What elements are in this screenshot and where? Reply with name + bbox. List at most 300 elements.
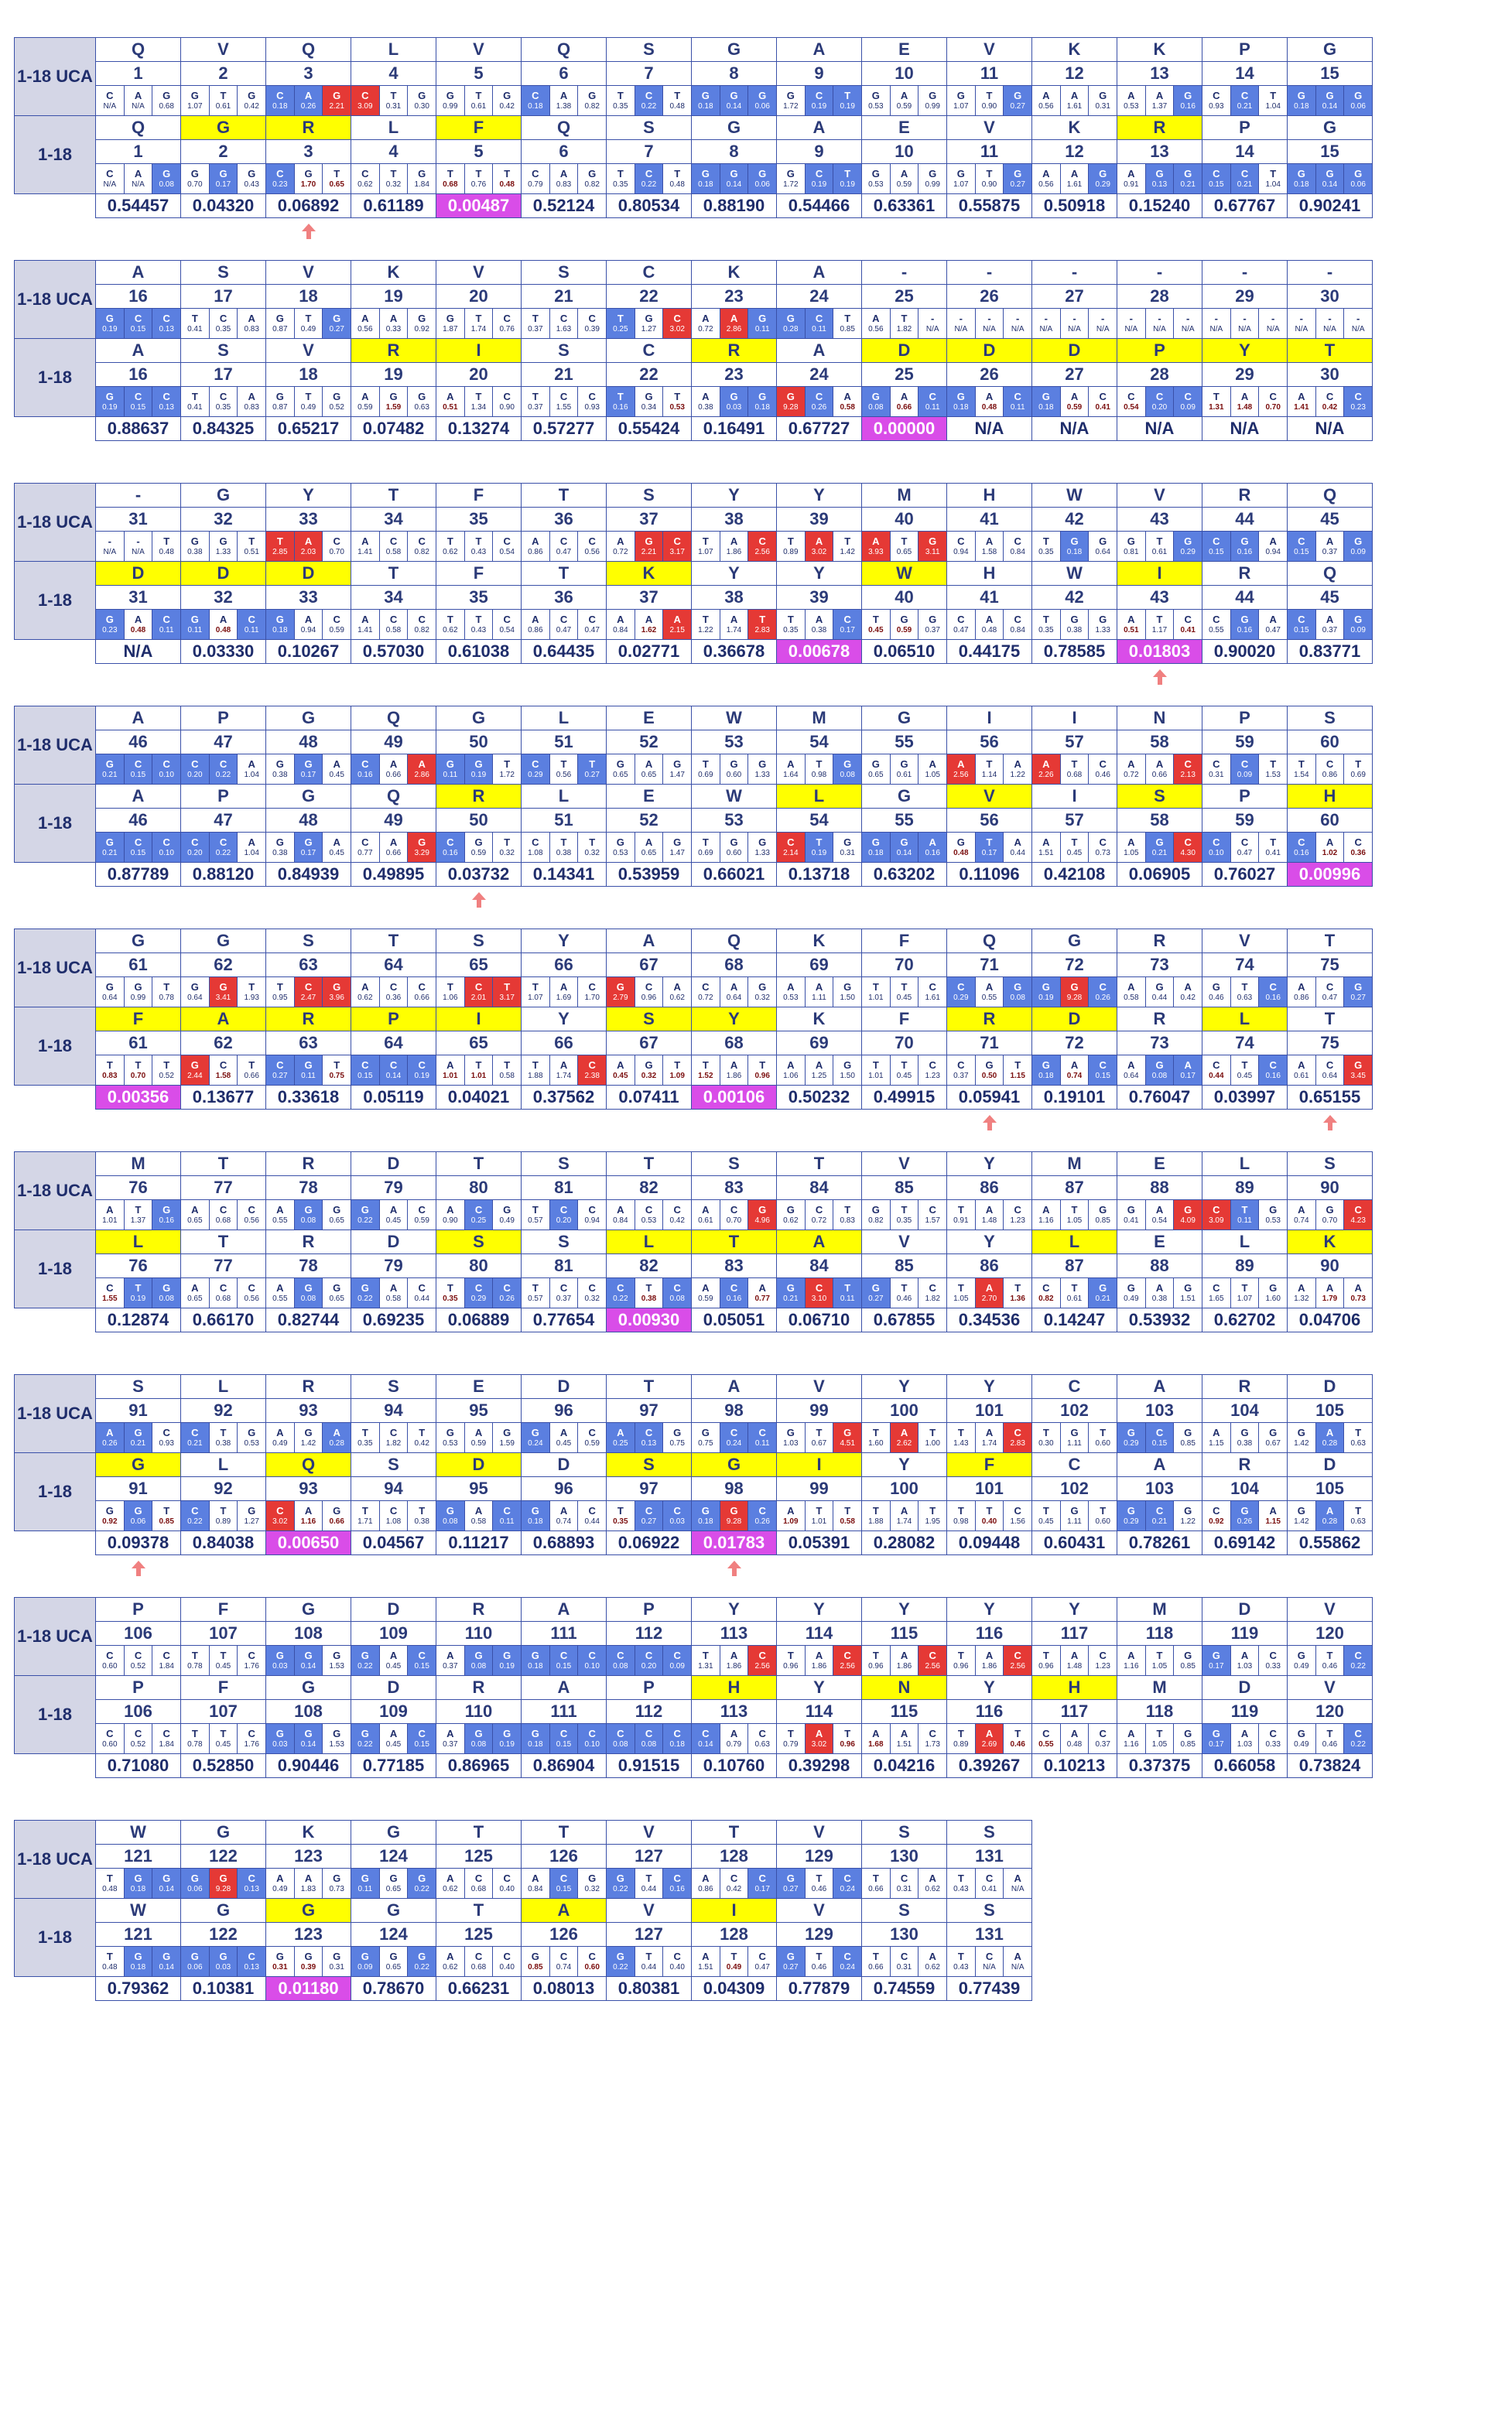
nucleotide-cell — [747, 1278, 776, 1308]
p-value: 0.08013 — [522, 1977, 607, 2001]
nucleotide-base: G — [304, 1650, 313, 1661]
nucleotide-base: A — [1354, 1282, 1362, 1294]
nucleotide-base: C — [1326, 1059, 1334, 1071]
sequence-label-mature: 1-18 — [15, 339, 96, 417]
nucleotide-cell — [1288, 309, 1315, 338]
nucleotide-cell — [1145, 977, 1174, 1007]
mutability-score: 0.83 — [244, 325, 259, 333]
nucleotide-cell — [1173, 387, 1202, 416]
uca-column — [1288, 929, 1373, 1007]
nucleotide-base: G — [1127, 1505, 1135, 1517]
codon — [862, 1200, 946, 1230]
mutability-score: 0.94 — [584, 1216, 600, 1225]
amino-acid: P — [181, 785, 265, 809]
mutability-score: 0.68 — [443, 180, 458, 189]
amino-acid: T — [1288, 929, 1372, 953]
codon — [607, 754, 691, 784]
mutability-score: 0.24 — [726, 1439, 742, 1448]
mature-column — [436, 562, 522, 640]
mature-column — [862, 1899, 947, 1977]
mutability-score: 1.07 — [953, 180, 969, 189]
mutability-score: 0.35 — [443, 1295, 458, 1303]
nucleotide-cell — [351, 1646, 379, 1675]
mutability-score: 2.56 — [925, 1662, 940, 1671]
mutability-score: 1.08 — [528, 849, 543, 857]
p-value: 0.52850 — [181, 1754, 266, 1778]
nucleotide-cell — [294, 532, 323, 561]
nucleotide-cell — [635, 164, 663, 193]
mutated-amino-acid: R — [351, 339, 436, 363]
nucleotide-base: C — [1213, 1282, 1220, 1294]
nucleotide-base: C — [1099, 981, 1107, 993]
mutability-score: 1.42 — [840, 548, 855, 556]
nucleotide-cell — [1145, 309, 1174, 338]
uca-column — [692, 1598, 777, 1676]
nucleotide-cell — [322, 1278, 351, 1308]
nucleotide-cell — [549, 1501, 578, 1530]
nucleotide-base: C — [532, 90, 539, 101]
mutability-score: 1.16 — [300, 1517, 316, 1526]
nucleotide-cell — [322, 164, 351, 193]
nucleotide-base: T — [617, 313, 624, 324]
nucleotide-base: G — [248, 168, 256, 180]
nucleotide-base: G — [361, 1951, 369, 1962]
nucleotide-cell — [492, 833, 521, 862]
codon — [947, 532, 1031, 561]
mutability-score: 3.96 — [329, 994, 344, 1002]
codon — [777, 387, 861, 416]
nucleotide-cell — [1003, 1947, 1031, 1976]
nucleotide-cell — [407, 1646, 436, 1675]
nucleotide-base: C — [361, 90, 369, 101]
nucleotide-cell — [549, 610, 578, 639]
uca-column — [181, 484, 266, 562]
mutability-score: 0.22 — [215, 849, 231, 857]
nucleotide-cell — [1315, 1200, 1344, 1230]
amino-acid: Y — [692, 484, 776, 508]
amino-acid: K — [1032, 116, 1117, 140]
mutability-score: 0.49 — [272, 1885, 288, 1893]
mutability-score: 0.56 — [357, 325, 373, 333]
mutated-amino-acid: S — [607, 1007, 691, 1031]
mutability-score: N/A — [983, 325, 996, 333]
sequence-label-uca: 1-18 UCA — [15, 1821, 96, 1899]
mutability-score: 1.74 — [896, 1517, 912, 1526]
residue-position: 100 — [862, 1399, 946, 1423]
residue-position: 84 — [777, 1176, 861, 1200]
mutability-score: 0.53 — [641, 1216, 657, 1225]
residue-position: 29 — [1202, 285, 1287, 309]
nucleotide-cell — [1117, 1278, 1145, 1308]
nucleotide-cell — [747, 1947, 776, 1976]
nucleotide-base: C — [389, 1059, 398, 1071]
amino-acid: R — [266, 1375, 351, 1399]
mutability-score: 0.59 — [414, 1216, 429, 1225]
nucleotide-cell — [1202, 1501, 1230, 1530]
nucleotide-base: G — [418, 1872, 426, 1884]
mutability-score: 0.62 — [443, 626, 458, 634]
mutability-score: 0.56 — [556, 771, 572, 779]
nucleotide-base: A — [645, 758, 653, 770]
nucleotide-base: G — [1354, 90, 1363, 101]
nucleotide-base: G — [531, 1951, 539, 1962]
nucleotide-base: C — [1213, 1059, 1220, 1071]
nucleotide-cell — [1315, 754, 1344, 784]
mutability-score: 0.35 — [613, 1517, 628, 1526]
nucleotide-base: G — [673, 836, 682, 848]
uca-column — [777, 261, 862, 339]
nucleotide-cell — [379, 1646, 408, 1675]
mutability-score: 0.86 — [528, 626, 543, 634]
amino-acid: Q — [96, 116, 180, 140]
alignment-block — [14, 1597, 1366, 1778]
mutability-score: 0.65 — [896, 548, 912, 556]
nucleotide-base: C — [1155, 391, 1164, 402]
nucleotide-base: T — [929, 1427, 936, 1438]
nucleotide-base: C — [588, 391, 596, 402]
nucleotide-base: C — [957, 981, 965, 993]
nucleotide-cell — [1230, 1646, 1259, 1675]
nucleotide-base: G — [956, 391, 965, 402]
residue-position: 76 — [96, 1176, 180, 1200]
p-value: 0.67855 — [862, 1308, 947, 1332]
nucleotide-base: G — [531, 1728, 539, 1739]
nucleotide-cell — [833, 309, 861, 338]
nucleotide-base: A — [1127, 1650, 1135, 1661]
codon — [692, 86, 776, 115]
nucleotide-base: G — [190, 1951, 199, 1962]
nucleotide-base: A — [1127, 614, 1135, 625]
nucleotide-cell — [266, 532, 294, 561]
residue-position: 126 — [522, 1923, 606, 1947]
nucleotide-base: G — [1212, 1728, 1220, 1739]
codon — [1032, 387, 1117, 416]
nucleotide-base: T — [135, 1204, 142, 1216]
mutability-score: 1.70 — [584, 994, 600, 1002]
nucleotide-cell — [1117, 1724, 1145, 1753]
nucleotide-cell — [805, 164, 833, 193]
residue-position: 113 — [692, 1700, 776, 1724]
nucleotide-base: T — [163, 1059, 170, 1071]
mutability-score: 0.31 — [896, 1885, 912, 1893]
amino-acid: S — [522, 1152, 606, 1176]
mutability-score: N/A — [103, 102, 117, 111]
codon — [607, 164, 691, 193]
mutability-score: 1.07 — [1237, 1295, 1253, 1303]
mutability-score: 0.70 — [130, 1072, 146, 1080]
codon — [1032, 977, 1117, 1007]
mutability-score: 1.72 — [499, 771, 515, 779]
residue-position: 43 — [1117, 508, 1202, 532]
nucleotide-cell — [152, 1947, 180, 1976]
uca-column — [1117, 706, 1202, 785]
mutability-score: 2.03 — [300, 548, 316, 556]
residue-position: 78 — [266, 1176, 351, 1200]
mutated-amino-acid: S — [607, 1453, 691, 1477]
mutability-score: 2.47 — [300, 994, 316, 1002]
nucleotide-cell — [1032, 86, 1060, 115]
nucleotide-base: T — [1042, 535, 1049, 547]
nucleotide-cell — [890, 86, 918, 115]
mutability-score: 0.15 — [130, 771, 146, 779]
nucleotide-cell — [522, 833, 549, 862]
residue-position: 107 — [181, 1622, 265, 1646]
mutability-score: 2.56 — [754, 548, 770, 556]
mutability-score: 0.65 — [187, 1216, 203, 1225]
codon — [266, 754, 351, 784]
mutability-score: 1.06 — [783, 1072, 799, 1080]
nucleotide-base: - — [1271, 313, 1275, 324]
nucleotide-cell — [1288, 1200, 1315, 1230]
residue-position: 49 — [351, 730, 436, 754]
mutability-score: 0.48 — [669, 102, 685, 111]
codon — [436, 610, 521, 639]
amino-acid: S — [607, 116, 691, 140]
codon — [1288, 977, 1372, 1007]
nucleotide-cell — [805, 1869, 833, 1898]
nucleotide-base: A — [361, 313, 369, 324]
nucleotide-cell — [96, 1646, 124, 1675]
nucleotide-base: C — [929, 981, 936, 993]
nucleotide-base: G — [871, 1282, 880, 1294]
nucleotide-base: C — [1184, 758, 1192, 770]
mutability-score: 0.58 — [470, 1517, 487, 1526]
nucleotide-base: C — [162, 313, 170, 324]
mutability-score: 1.23 — [1095, 1662, 1110, 1671]
mutability-score: 0.83 — [556, 180, 572, 189]
mutability-score: 0.48 — [1066, 1740, 1083, 1749]
residue-position: 104 — [1202, 1399, 1287, 1423]
nucleotide-base: G — [1014, 168, 1022, 180]
nucleotide-base: T — [334, 168, 340, 180]
mutability-score: 0.18 — [528, 1517, 543, 1526]
nucleotide-base: T — [872, 1505, 879, 1517]
amino-acid: Q — [96, 38, 180, 62]
residue-position: 74 — [1202, 953, 1287, 977]
codon — [607, 1724, 691, 1753]
uca-column — [522, 38, 607, 116]
nucleotide-base: A — [1014, 758, 1021, 770]
nucleotide-cell — [975, 610, 1004, 639]
nucleotide-base: C — [929, 1204, 936, 1216]
uca-column — [181, 261, 266, 339]
codon — [862, 1947, 946, 1976]
nucleotide-base: C — [588, 535, 596, 547]
nucleotide-cell — [492, 164, 521, 193]
mature-row — [15, 562, 1373, 640]
nucleotide-cell — [692, 833, 720, 862]
mutability-score: 0.82 — [584, 102, 600, 111]
mutated-amino-acid: F — [947, 1453, 1031, 1477]
nucleotide-cell — [152, 833, 180, 862]
amino-acid: G — [351, 1899, 436, 1923]
nucleotide-base: A — [446, 1650, 454, 1661]
amino-acid: V — [1288, 1676, 1372, 1700]
mutability-score: 0.56 — [244, 1295, 259, 1303]
nucleotide-base: C — [248, 1872, 255, 1884]
nucleotide-base: C — [559, 614, 568, 625]
mutability-score: 1.15 — [1010, 1072, 1025, 1080]
nucleotide-cell — [918, 1055, 946, 1085]
nucleotide-cell — [692, 1724, 720, 1753]
p-value: 0.78670 — [351, 1977, 436, 2001]
nucleotide-cell — [322, 833, 351, 862]
nucleotide-cell — [635, 1947, 663, 1976]
nucleotide-cell — [947, 833, 975, 862]
mutability-score: 0.86 — [528, 548, 543, 556]
codon — [1288, 833, 1372, 862]
nucleotide-base: T — [986, 90, 993, 101]
uca-column — [522, 261, 607, 339]
mutability-score: 0.72 — [613, 548, 628, 556]
amino-acid: A — [607, 929, 691, 953]
mutability-score: 3.29 — [414, 849, 429, 857]
mutability-score: 0.83 — [840, 1216, 855, 1225]
nucleotide-cell — [294, 1724, 323, 1753]
nucleotide-base: C — [1099, 1650, 1107, 1661]
nucleotide-cell — [833, 1646, 861, 1675]
nucleotide-base: G — [1042, 391, 1050, 402]
nucleotide-cell — [577, 1947, 606, 1976]
mutability-score: 1.60 — [868, 1439, 884, 1448]
amino-acid: I — [1032, 706, 1117, 730]
mutability-score: 0.16 — [669, 1885, 685, 1893]
residue-position: 131 — [947, 1923, 1031, 1947]
mutability-score: 1.59 — [499, 1439, 515, 1448]
p-value: 0.39267 — [947, 1754, 1032, 1778]
nucleotide-cell — [777, 1947, 805, 1976]
mutability-score: 0.44 — [414, 1295, 429, 1303]
mutability-score: 0.27 — [584, 771, 600, 779]
nucleotide-base: A — [389, 758, 398, 770]
nucleotide-base: A — [900, 168, 908, 180]
nucleotide-base: A — [617, 535, 624, 547]
nucleotide-cell — [747, 1724, 776, 1753]
residue-position: 120 — [1288, 1622, 1372, 1646]
mutability-score: 0.17 — [840, 626, 855, 634]
residue-position: 92 — [181, 1399, 265, 1423]
p-value: 0.10213 — [1032, 1754, 1117, 1778]
nucleotide-base: T — [504, 168, 511, 180]
mutability-score: 0.41 — [1180, 626, 1196, 634]
mature-column — [1202, 1007, 1288, 1086]
mutated-amino-acid: G — [266, 1899, 351, 1923]
nucleotide-cell — [862, 1947, 890, 1976]
mutability-score: 0.26 — [1237, 1517, 1253, 1526]
nucleotide-cell — [918, 833, 946, 862]
amino-acid: A — [96, 261, 180, 285]
nucleotide-base: A — [843, 391, 851, 402]
uca-column — [1288, 706, 1373, 785]
mutability-score: 0.18 — [698, 102, 713, 111]
pvalue-row — [15, 1308, 1373, 1332]
codon — [351, 164, 436, 193]
mutated-amino-acid: S — [1117, 785, 1202, 809]
nucleotide-base: C — [503, 1505, 511, 1517]
residue-position: 50 — [436, 730, 521, 754]
nucleotide-base: A — [929, 836, 936, 848]
amino-acid: S — [862, 1899, 946, 1923]
nucleotide-base: A — [532, 535, 539, 547]
residue-position: 1 — [96, 62, 180, 86]
mature-column — [947, 1676, 1032, 1754]
nucleotide-base: G — [474, 1728, 483, 1739]
nucleotide-base: C — [503, 614, 511, 625]
nucleotide-cell — [662, 387, 691, 416]
mutability-score: 1.51 — [896, 1740, 912, 1749]
nucleotide-cell — [747, 164, 776, 193]
mutability-score: 0.22 — [641, 180, 657, 189]
mutated-amino-acid: D — [1032, 339, 1117, 363]
nucleotide-base: T — [674, 90, 681, 101]
amino-acid: L — [522, 785, 606, 809]
uca-column — [947, 929, 1032, 1007]
mutability-score: 0.69 — [698, 849, 713, 857]
codon — [522, 1055, 606, 1085]
mutability-score: 1.86 — [981, 1662, 997, 1671]
nucleotide-cell — [662, 977, 691, 1007]
p-value: 0.04320 — [181, 194, 266, 218]
mutability-score: 1.05 — [1151, 1740, 1168, 1749]
p-value: 0.63202 — [862, 863, 947, 887]
nucleotide-cell — [1032, 1278, 1060, 1308]
mutability-score: 0.67 — [1265, 1439, 1281, 1448]
mutability-score: 0.50 — [981, 1072, 997, 1080]
mutability-score: 0.27 — [1350, 994, 1366, 1002]
nucleotide-cell — [351, 1200, 379, 1230]
p-value: 0.86904 — [522, 1754, 607, 1778]
residue-position: 95 — [436, 1399, 521, 1423]
residue-position: 11 — [947, 140, 1031, 164]
nucleotide-cell — [890, 1423, 918, 1452]
nucleotide-base: C — [1240, 90, 1249, 101]
mutability-score: 0.45 — [1066, 849, 1083, 857]
nucleotide-base: A — [985, 1427, 994, 1438]
nucleotide-cell — [549, 1646, 578, 1675]
amino-acid: R — [1117, 1007, 1202, 1031]
nucleotide-base: G — [758, 90, 767, 101]
mutability-score: 0.20 — [1151, 403, 1168, 412]
nucleotide-cell — [747, 1423, 776, 1452]
nucleotide-base: T — [163, 981, 170, 993]
nucleotide-cell — [266, 1869, 294, 1898]
mutability-score: 0.25 — [613, 1439, 628, 1448]
nucleotide-cell — [181, 1278, 209, 1308]
nucleotide-cell — [720, 532, 748, 561]
nucleotide-cell — [607, 1278, 635, 1308]
nucleotide-base: G — [1155, 836, 1164, 848]
mutability-score: 0.90 — [981, 102, 997, 111]
nucleotide-base: C — [900, 1872, 908, 1884]
mutability-score: 1.04 — [1265, 102, 1281, 111]
nucleotide-cell — [1202, 1646, 1230, 1675]
codon — [862, 532, 946, 561]
nucleotide-base: T — [475, 90, 482, 101]
nucleotide-base: - — [1129, 313, 1133, 324]
nucleotide-base: C — [673, 1650, 681, 1661]
nucleotide-cell — [1145, 610, 1174, 639]
codon — [947, 1724, 1031, 1753]
mutability-score: 0.68 — [470, 1963, 487, 1972]
nucleotide-cell — [1343, 1200, 1372, 1230]
p-value: 0.09378 — [96, 1531, 181, 1555]
uca-column — [1032, 261, 1117, 339]
mutability-score: 0.15 — [130, 849, 146, 857]
nucleotide-base: - — [1158, 313, 1161, 324]
nucleotide-cell — [237, 532, 265, 561]
codon — [436, 1055, 521, 1085]
mutability-score: 1.48 — [1066, 1662, 1083, 1671]
